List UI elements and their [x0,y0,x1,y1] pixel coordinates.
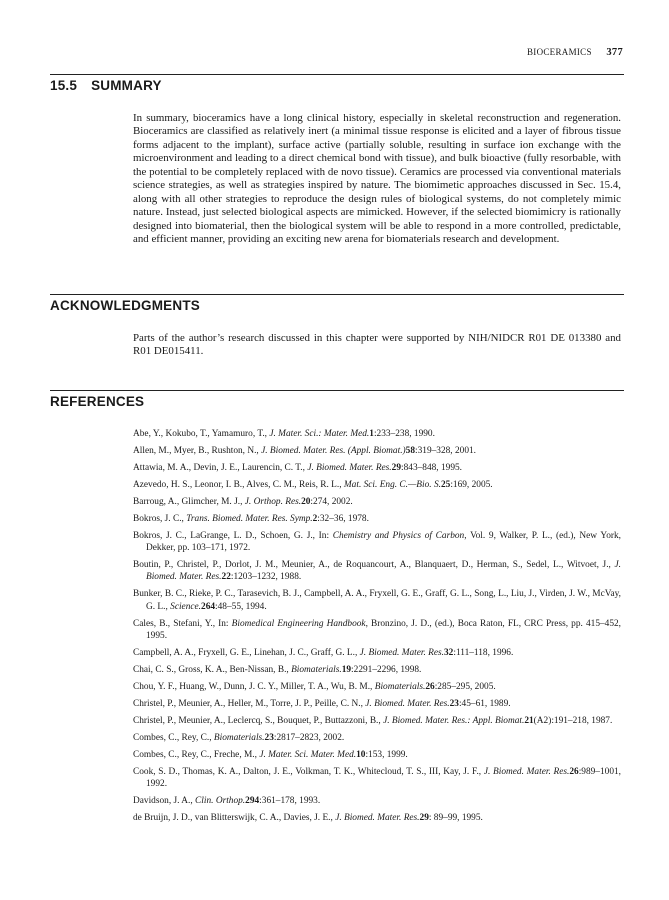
reference-item [133,681,621,693]
reference-volume: 25 [440,479,451,490]
reference-journal: Chemistry and Physics of Carbon [332,530,465,541]
reference-volume: 1 [369,429,374,439]
reference-details: , Vol. 9, Walker, P. L., (ed.), New York, Dekker, pp. 103–171, 1972. [146,530,621,554]
reference-journal: Biomaterials. [291,665,342,676]
reference-item [133,647,621,659]
reference-authors: Christel, P., Meunier, A., Heller, M., Torre, J. P., Peille, C. N., [133,698,366,709]
acknowledgments-heading: ACKNOWLEDGMENTS [50,298,200,313]
reference-authors: Bunker, B. C., Rieke, P. C., Tarasevich, B. J., Campbell, A. A., Fryxell, G. E., Graff, G. L., Song, L., Liu, J., Virden, J. W., McVay, G. L., [133,589,621,612]
reference-journal: Science. [170,601,202,612]
reference-journal: Mat. Sci. Eng. C.—Bio. S. [343,479,441,490]
reference-details: , Bronzino, J. D., (ed.), Boca Raton, FL, CRC Press, pp. 415–452, 1995. [146,618,622,642]
reference-details: :1203–1232, 1988. [230,572,302,583]
reference-volume: 264 [201,601,216,612]
reference-volume: 23 [264,732,274,743]
reference-journal: J. Biomed. Mater. Res. [359,648,444,659]
reference-journal: Biomaterials. [213,732,265,743]
reference-details: :45–61, 1989. [458,698,511,709]
reference-item [133,479,621,491]
reference-details: :274, 2002. [310,496,353,507]
reference-details: :843–848, 1995. [401,462,462,473]
reference-authors: Azevedo, H. S., Leonor, I. B., Alves, C. M., Reis, R. L., [133,479,344,490]
reference-authors: Combes, C., Rey, C., [133,732,214,743]
reference-details: :2291–2296, 1998. [351,665,422,676]
page-number: 377 [606,47,623,58]
reference-item [133,445,621,457]
reference-authors: Abe, Y., Kokubo, T., Yamamuro, T., [133,429,270,439]
acknowledgments-paragraph: Parts of the author’s research discussed in this chapter were supported by NIH/NIDCR R01 DE 013380 and R01 DE015411. [133,332,621,358]
reference-volume: 20 [301,496,311,507]
reference-journal: J. Mater. Sci. Mater. Med. [259,749,357,760]
reference-item [133,428,621,440]
reference-item [133,749,621,761]
reference-authors: Barroug, A., Glimcher, M. J., [133,496,245,507]
reference-authors: Bokros, J. C., LaGrange, L. D., Schoen, G. J., In: [133,530,333,541]
reference-volume: 23 [449,698,459,709]
reference-details: :32–36, 1978. [317,513,369,524]
reference-item [133,766,621,791]
reference-item [133,462,621,474]
reference-item [133,732,621,744]
reference-item [133,664,621,676]
reference-details: : 89–99, 1995. [428,813,483,824]
reference-volume: 22 [221,572,231,583]
reference-details: :48–55, 1994. [215,601,267,612]
running-head [527,47,623,58]
reference-authors: de Bruijn, J. D., van Blitterswijk, C. A., Davies, J. E., [133,813,336,824]
reference-journal: J. Biomed. Mater. Res. [307,462,392,473]
reference-journal: Clin. Orthop. [195,796,246,807]
reference-authors: Boutin, P., Christel, P., Dorlot, J. M., Meunier, A., de Roquancourt, A., Blanquaert, D., Herman, S., Sedel, L., Witvoet, J., [133,560,615,571]
reference-volume: 2 [312,513,318,524]
reference-volume: 32 [444,648,454,659]
reference-journal: J. Mater. Sci.: Mater. Med. [269,429,370,439]
reference-authors: Davidson, J. A., [133,796,196,807]
reference-item [133,618,621,643]
reference-journal: Trans. Biomed. Mater. Res. Symp. [186,513,313,524]
reference-item [133,496,621,508]
section-rule [50,390,624,391]
reference-authors: Attawia, M. A., Devin, J. E., Laurencin, C. T., [133,462,308,473]
reference-item [133,698,621,710]
section-rule [50,294,624,295]
reference-volume: 26 [569,766,579,777]
reference-volume: 26 [425,682,435,692]
reference-authors: Combes, C., Rey, C., Freche, M., [133,749,260,760]
reference-authors: Allen, M., Myer, B., Rushton, N., [133,445,262,456]
reference-details: :361–178, 1993. [259,796,321,807]
reference-authors: Cales, B., Stefani, Y., In: [133,618,232,629]
reference-details: :2817–2823, 2002. [273,732,345,743]
reference-details: :169, 2005. [450,479,493,490]
reference-volume: 29 [391,462,401,473]
reference-details: (A2):191–218, 1987. [533,715,613,726]
reference-authors: Christel, P., Meunier, A., Leclercq, S., Bouquet, P., Buttazzoni, B., [133,715,384,726]
reference-authors: Chai, C. S., Gross, K. A., Ben-Nissan, B., [133,665,292,676]
reference-journal: J. Biomed. Mater. Res. [365,698,450,709]
section-rule [50,74,624,75]
reference-volume: 29 [419,813,429,824]
reference-volume: 19 [341,665,352,676]
reference-details: :111–118, 1996. [453,648,514,659]
reference-journal: Biomedical Engineering Handbook [231,618,366,629]
reference-authors: Bokros, J. C., [133,513,187,524]
reference-journal: J. Biomed. Mater. Res. [146,560,621,583]
reference-item [133,588,621,613]
reference-journal: J. Orthop. Res. [244,496,302,507]
reference-volume: 21 [524,715,534,726]
reference-volume: 58 [405,445,415,456]
section-number: 15.5 [50,78,78,93]
reference-volume: 294 [245,796,260,807]
reference-details: :153, 1999. [365,749,408,760]
section-title: SUMMARY [91,78,162,93]
reference-journal: J. Biomed. Mater. Res. [483,766,570,777]
reference-details: :989–1001, 1992. [146,766,621,790]
reference-journal: Biomaterials. [374,682,426,692]
reference-item [133,812,621,824]
reference-details: :319–328, 2001. [415,445,476,456]
reference-item [133,715,621,727]
reference-authors: Campbell, A. A., Fryxell, G. E., Linehan, J. C., Graff, G. L., [133,648,360,659]
running-title: BIOCERAMICS [526,47,592,57]
references-heading: REFERENCES [50,394,145,409]
reference-item [133,530,621,555]
summary-paragraph: In summary, bioceramics have a long clinical history, especially in skeletal reconstruction and regeneration. Bioceramics are classified as relatively inert (a minimal tissue response is elicited and a layer of fibrous tissue forms adjacent to the implant), surface active (partially soluble, resulting in surface ion exchange with the microenvironment and leading to a direct chemical bond with tissue), and bulk bioactive (fully resorbable, with the potential to be completely replaced with de novo tissue). Ceramics are processed via conventional materials science strategies, as well as strategies inspired by nature. The biomimetic approaches discussed in Sec. 15.4, along with all other strategies to reproduce the design rules of biological systems, do not completely mimic nature. Instead, just selected biological aspects are mimicked. However, if the selected biomimicry is rationally designed into biomaterial, then the biological system will be able to respond in a more controlled, predictable, and efficient manner, providing an exciting new arena for biomaterials research and development. [133,112,621,246]
reference-list [133,428,621,829]
reference-details: :285–295, 2005. [434,682,496,692]
summary-heading [50,78,162,93]
reference-volume: 10 [356,749,366,760]
reference-details: :233–238, 1990. [373,429,435,439]
reference-authors: Chou, Y. F., Huang, W., Dunn, J. C. Y., Miller, T. A., Wu, B. M., [133,682,375,692]
reference-journal: J. Biomed. Mater. Res. [335,813,420,824]
reference-item [133,513,621,525]
reference-item [133,559,621,584]
reference-journal: J. Biomed. Mater. Res. (Appl. Biomat.) [261,445,406,456]
reference-authors: Cook, S. D., Thomas, K. A., Dalton, J. E., Volkman, T. K., Whitecloud, T. S., III, Kay, J. F., [133,766,484,777]
reference-journal: J. Biomed. Mater. Res.: Appl. Biomat. [383,715,525,726]
reference-item [133,795,621,807]
